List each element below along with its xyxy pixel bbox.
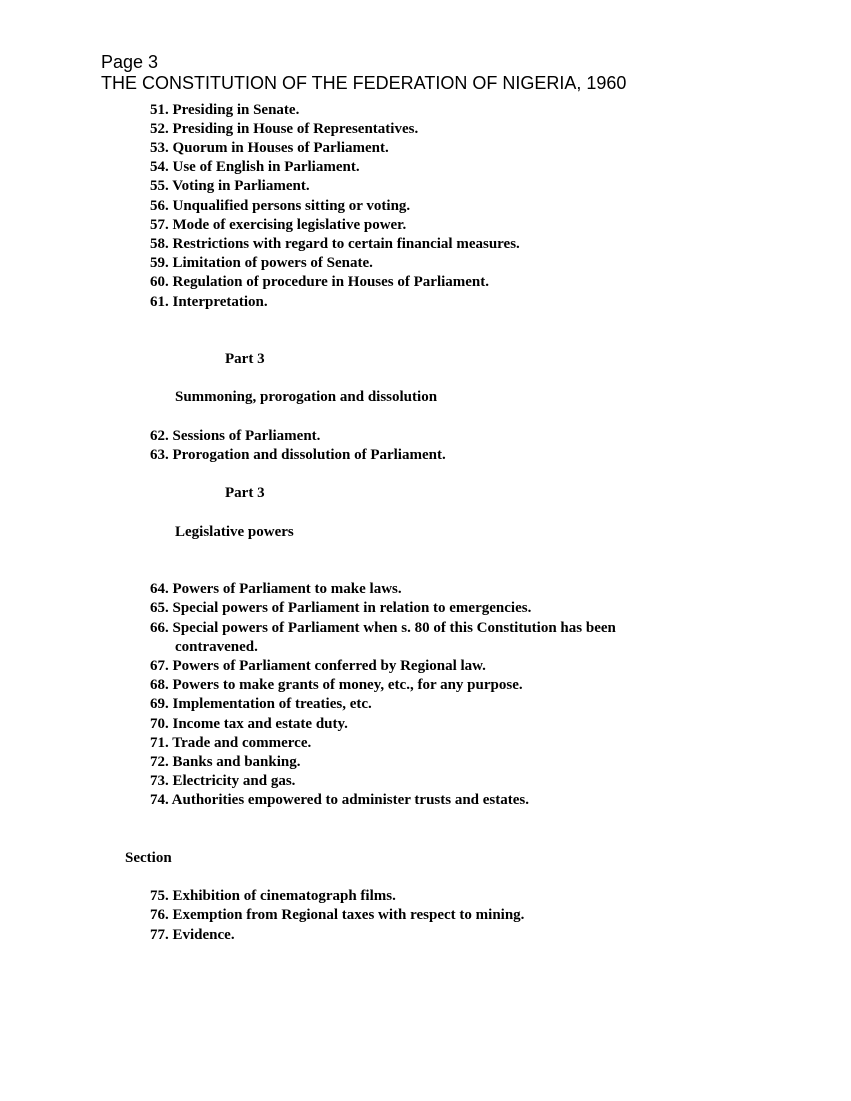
list-item: 53. Quorum in Houses of Parliament.	[150, 140, 389, 156]
list-item: 52. Presiding in House of Representatives.	[150, 121, 419, 137]
list-item-continuation: contravened.	[175, 639, 258, 655]
list-item: 70. Income tax and estate duty.	[150, 716, 348, 732]
list-item: 69. Implementation of treaties, etc.	[150, 696, 372, 712]
list-item: 77. Evidence.	[150, 927, 235, 943]
list-item: 76. Exemption from Regional taxes with respect to mining.	[150, 907, 525, 923]
list-item: 64. Powers of Parliament to make laws.	[150, 581, 402, 597]
list-item: 71. Trade and commerce.	[150, 735, 312, 751]
list-item: 72. Banks and banking.	[150, 754, 301, 770]
list-item: 62. Sessions of Parliament.	[150, 428, 321, 444]
document-title: THE CONSTITUTION OF THE FEDERATION OF NIGERIA, 1960	[101, 73, 627, 93]
list-item: 55. Voting in Parliament.	[150, 178, 310, 194]
list-item: 73. Electricity and gas.	[150, 773, 296, 789]
list-item: 63. Prorogation and dissolution of Parliament.	[150, 447, 446, 463]
list-item: 66. Special powers of Parliament when s. 80 of this Constitution has been	[150, 620, 616, 636]
list-item: 68. Powers to make grants of money, etc., for any purpose.	[150, 677, 523, 693]
part-heading: Summoning, prorogation and dissolution	[175, 389, 438, 405]
list-item: 58. Restrictions with regard to certain financial measures.	[150, 236, 520, 252]
part-heading: Legislative powers	[175, 524, 294, 540]
list-item: 75. Exhibition of cinematograph films.	[150, 888, 396, 904]
list-item: 56. Unqualified persons sitting or voting.	[150, 198, 411, 214]
section-label: Section	[125, 850, 172, 866]
list-item: 61. Interpretation.	[150, 294, 268, 310]
list-item: 60. Regulation of procedure in Houses of Parliament.	[150, 274, 490, 290]
list-item: 51. Presiding in Senate.	[150, 102, 300, 118]
part-label: Part 3	[225, 351, 265, 367]
page-number: Page 3	[101, 52, 159, 72]
list-item: 59. Limitation of powers of Senate.	[150, 255, 373, 271]
list-item: 57. Mode of exercising legislative power.	[150, 217, 407, 233]
part-label: Part 3	[225, 485, 265, 501]
list-item: 54. Use of English in Parliament.	[150, 159, 360, 175]
list-item: 65. Special powers of Parliament in relation to emergencies.	[150, 600, 532, 616]
list-item: 74. Authorities empowered to administer trusts and estates.	[150, 792, 530, 808]
list-item: 67. Powers of Parliament conferred by Regional law.	[150, 658, 486, 674]
